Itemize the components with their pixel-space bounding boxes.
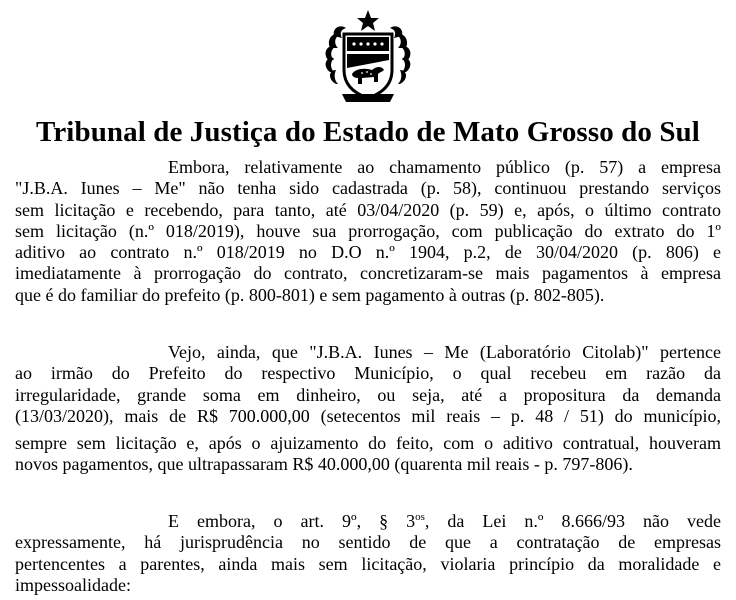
paragraph-line: (13/03/2020), mais de R$ 700.000,00 (setecentos mil reais – p. 48 / 51) do município, bbox=[15, 405, 721, 426]
paragraph-line: pertencentes a parentes, ainda mais sem licitação, violaria princípio da moralidade e bbox=[15, 553, 721, 574]
paragraph-1 bbox=[15, 157, 721, 306]
paragraph-line: sempre sem licitação e, após o ajuizamento do feito, com o aditivo contratual, houveram bbox=[15, 433, 721, 454]
paragraph-2 bbox=[15, 342, 721, 476]
paragraph-line: ao irmão do Prefeito do respectivo Município, o qual recebeu em razão da bbox=[15, 363, 721, 384]
paragraph-3 bbox=[15, 511, 721, 596]
paragraph-line: sem licitação (n.º 018/2019), houve sua prorrogação, com publicação do extrato do 1º bbox=[15, 220, 721, 241]
paragraph-line: novos pagamentos, que ultrapassaram R$ 40.000,00 (quarenta mil reais - p. 797-806). bbox=[15, 454, 633, 475]
paragraph-line: Embora, relativamente ao chamamento público (p. 57) a empresa bbox=[168, 157, 721, 177]
paragraph-line: imediatamente à prorrogação do contrato, concretizaram-se mais pagamentos à empresa bbox=[15, 263, 721, 284]
paragraph-line: irregularidade, grande soma em dinheiro, ou seja, até a propositura da demanda bbox=[15, 384, 721, 405]
paragraph-line: aditivo ao contrato n.º 018/2019 no D.O n.º 1904, p.2, de 30/04/2020 (p. 806) e bbox=[15, 242, 721, 263]
paragraph-line: Vejo, ainda, que "J.B.A. Iunes – Me (Laboratório Citolab)" pertence bbox=[168, 342, 721, 362]
paragraph-line bbox=[15, 511, 721, 532]
superscript: os bbox=[415, 511, 425, 523]
paragraph-line: que é do familiar do prefeito (p. 800-801) e sem pagamento à outras (p. 802-805). bbox=[15, 284, 605, 305]
paragraph-line: sem licitação e recebendo, para tanto, até 03/04/2020 (p. 59) e, após, o último contrato bbox=[15, 199, 721, 220]
paragraph-text: , da Lei n.º 8.666/93 não vede bbox=[424, 511, 721, 531]
coat-of-arms-emblem bbox=[320, 8, 416, 108]
paragraph-line: expressamente, há jurisprudência no sentido de que a contratação de empresas bbox=[15, 532, 721, 553]
paragraph-text: E embora, o art. 9º, § 3 bbox=[168, 511, 416, 531]
page-title: Tribunal de Justiça do Estado de Mato Grosso do Sul bbox=[36, 116, 700, 148]
paragraph-line: "J.B.A. Iunes – Me" não tenha sido cadastrada (p. 58), continuou prestando serviços bbox=[15, 178, 721, 199]
paragraph-line: impessoalidade: bbox=[15, 574, 131, 595]
